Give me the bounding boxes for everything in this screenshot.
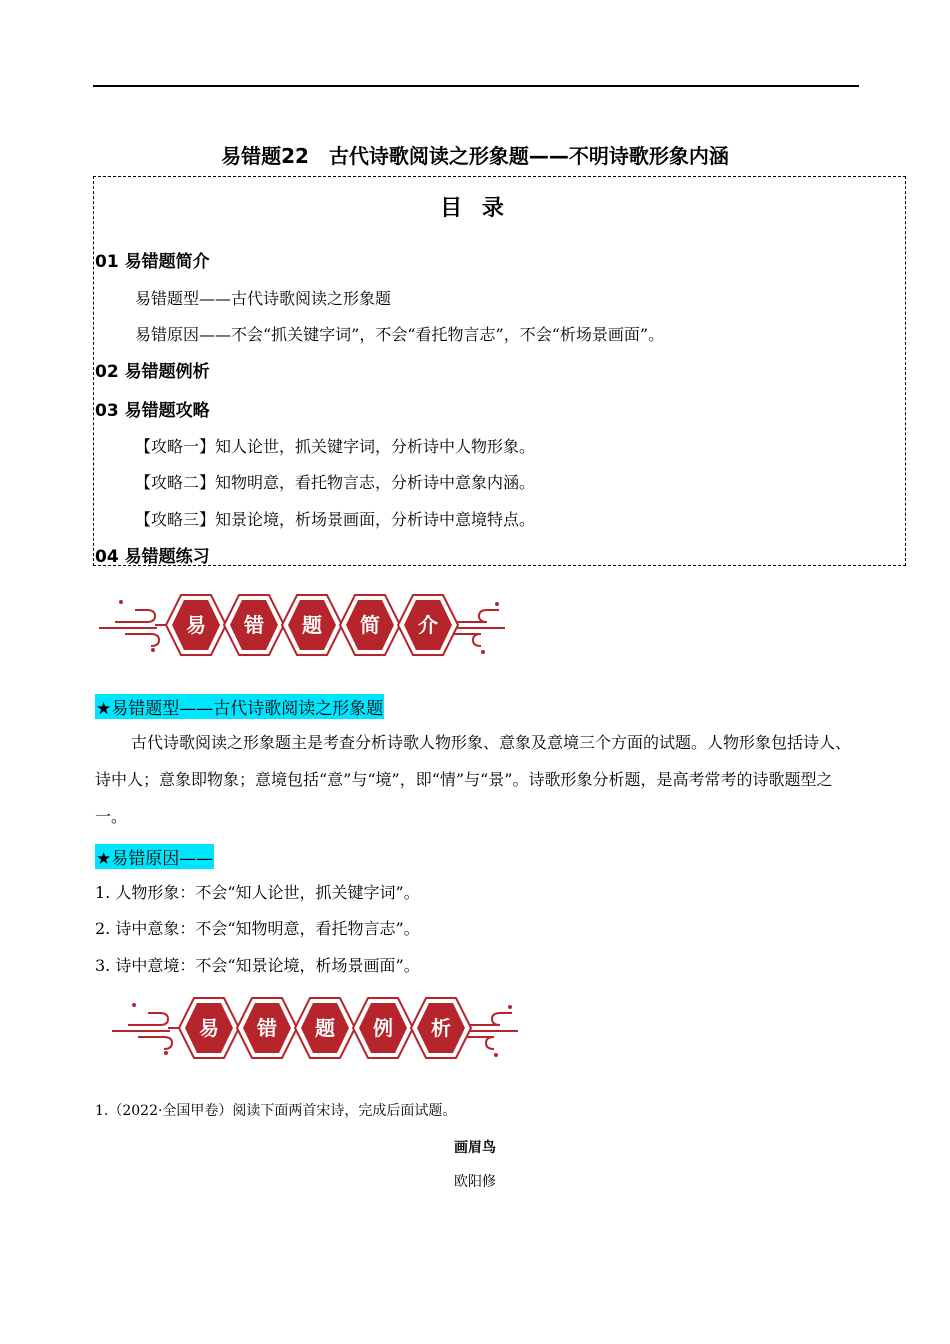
reason-heading: ★易错原因—— xyxy=(95,844,214,869)
toc-strategy-2: 【攻略二】知物明意，看托物言志，分析诗中意象内涵。 xyxy=(135,473,536,492)
toc-strategy-1: 【攻略一】知人论世，抓关键字词，分析诗中人物形象。 xyxy=(135,437,536,456)
banner1-char-4: 简 xyxy=(360,613,380,637)
toc-section-03[interactable]: 03 易错题攻略 xyxy=(95,401,210,421)
poem-author: 欧阳修 xyxy=(454,1174,496,1190)
toc-section-01[interactable]: 01 易错题简介 xyxy=(95,252,210,272)
reason-item-3: 3. 诗中意境：不会“知景论境，析场景画面”。 xyxy=(95,956,420,975)
section-banner-examples xyxy=(108,995,523,1061)
page-title: 易错题22 古代诗歌阅读之形象题——不明诗歌形象内涵 xyxy=(221,144,729,168)
toc-intro-type: 易错题型——古代诗歌阅读之形象题 xyxy=(135,289,392,308)
banner2-char-2: 错 xyxy=(257,1016,277,1040)
example-question: 1.（2022·全国甲卷）阅读下面两首宋诗，完成后面试题。 xyxy=(95,1103,457,1119)
reason-item-2: 2. 诗中意象：不会“知物明意，看托物言志”。 xyxy=(95,919,420,938)
banner2-char-4: 例 xyxy=(373,1016,393,1040)
banner1-char-2: 错 xyxy=(244,613,264,637)
banner2-char-1: 易 xyxy=(199,1016,219,1040)
header-rule xyxy=(93,85,859,87)
poem-title: 画眉鸟 xyxy=(454,1140,496,1156)
reason-item-1: 1. 人物形象：不会“知人论世，抓关键字词”。 xyxy=(95,883,420,902)
toc-heading: 目 录 xyxy=(440,196,510,221)
section-banner-intro xyxy=(95,592,510,658)
banner1-char-5: 介 xyxy=(418,613,438,637)
banner1-char-1: 易 xyxy=(186,613,206,637)
toc-strategy-3: 【攻略三】知景论境，析场景画面，分析诗中意境特点。 xyxy=(135,510,536,529)
type-heading: ★易错题型——古代诗歌阅读之形象题 xyxy=(95,694,384,719)
banner2-char-3: 题 xyxy=(315,1016,335,1040)
toc-section-02[interactable]: 02 易错题例析 xyxy=(95,362,210,382)
toc-section-04[interactable]: 04 易错题练习 xyxy=(95,547,210,567)
banner1-char-3: 题 xyxy=(302,613,322,637)
type-paragraph: 古代诗歌阅读之形象题主是考查分析诗歌人物形象、意象及意境三个方面的试题。人物形象包括诗人、诗中人；意象即物象；意境包括“意”与“境”，即“情”与“景”。诗歌形象分析题，是高考常考的诗歌题型之一。 xyxy=(95,733,852,826)
banner2-char-5: 析 xyxy=(431,1016,451,1040)
toc-intro-reason: 易错原因——不会“抓关键字词”，不会“看托物言志”，不会“析场景画面”。 xyxy=(135,325,665,344)
